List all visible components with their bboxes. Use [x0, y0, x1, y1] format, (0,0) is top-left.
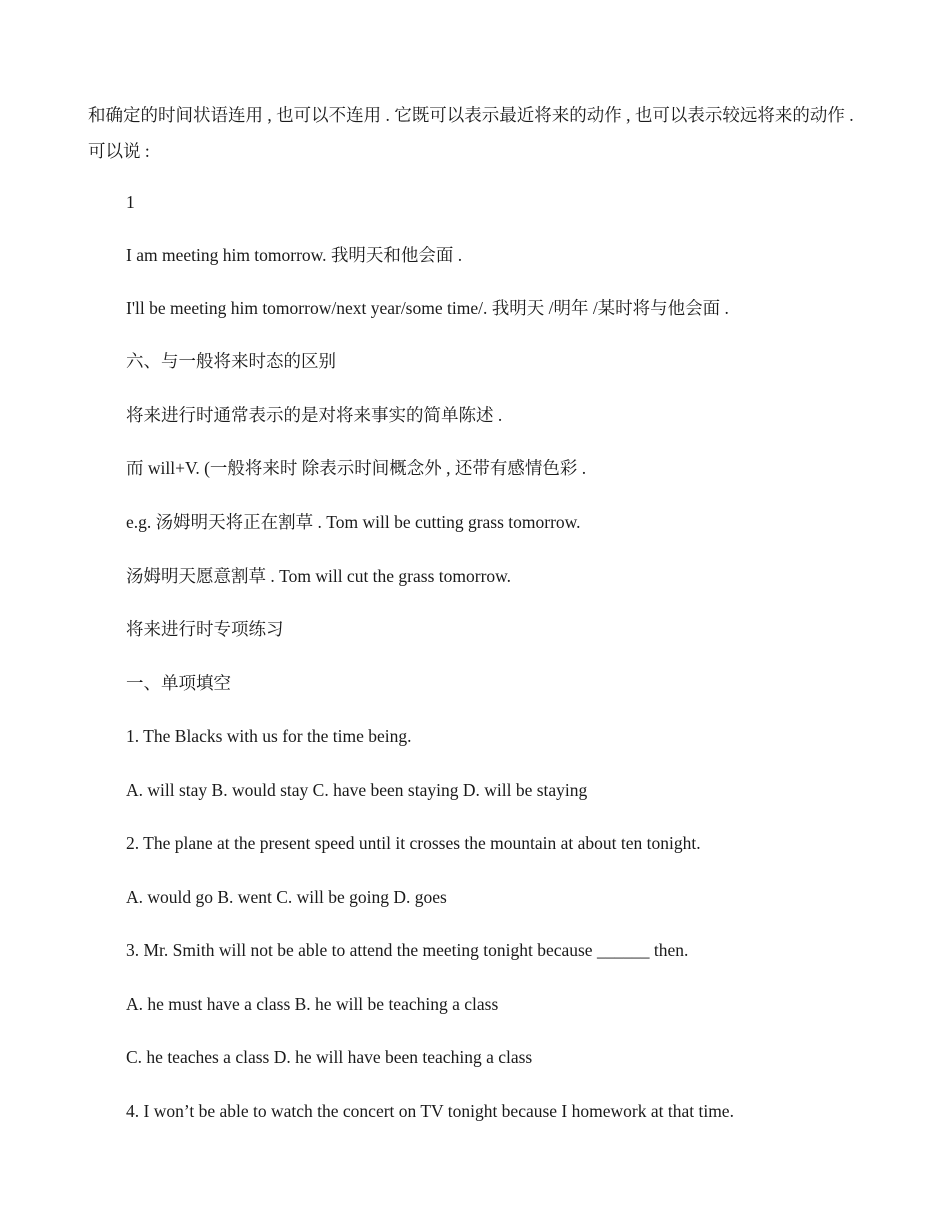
section-heading: 一、单项填空	[126, 673, 231, 693]
section-heading: 六、与一般将来时态的区别	[126, 351, 336, 371]
question: 3. Mr. Smith will not be able to attend the meeting tonight because ______ then.	[126, 940, 689, 960]
answer-options: A. would go B. went C. will be going D. goes	[126, 887, 447, 907]
question: 4. I won’t be able to watch the concert on TV tonight because I homework at that time.	[126, 1101, 734, 1121]
list-item: 1	[126, 192, 135, 212]
body-text: 将来进行时通常表示的是对将来事实的简单陈述 .	[126, 405, 503, 425]
example-sentence: I'll be meeting him tomorrow/next year/some time/. 我明天 /明年 /某时将与他会面 .	[126, 298, 729, 318]
intro-paragraph: 和确定的时间状语连用 , 也可以不连用 . 它既可以表示最近将来的动作 , 也可以表示较远将来的动作 . 可以说 :	[88, 105, 854, 161]
example-sentence: I am meeting him tomorrow. 我明天和他会面 .	[126, 245, 463, 265]
answer-options: C. he teaches a class D. he will have been teaching a class	[126, 1047, 533, 1067]
section-heading: 将来进行时专项练习	[126, 619, 284, 639]
answer-options: A. will stay B. would stay C. have been staying D. will be staying	[126, 780, 588, 800]
question: 2. The plane at the present speed until it crosses the mountain at about ten tonight.	[126, 833, 701, 853]
body-text: 而 will+V. (一般将来时 除表示时间概念外 , 还带有感情色彩 .	[126, 458, 587, 478]
example-sentence: e.g. 汤姆明天将正在割草 . Tom will be cutting grass tomorrow.	[126, 512, 581, 532]
example-sentence: 汤姆明天愿意割草 . Tom will cut the grass tomorrow.	[126, 566, 512, 586]
answer-options: A. he must have a class B. he will be teaching a class	[126, 994, 499, 1014]
question: 1. The Blacks with us for the time being.	[126, 726, 412, 746]
